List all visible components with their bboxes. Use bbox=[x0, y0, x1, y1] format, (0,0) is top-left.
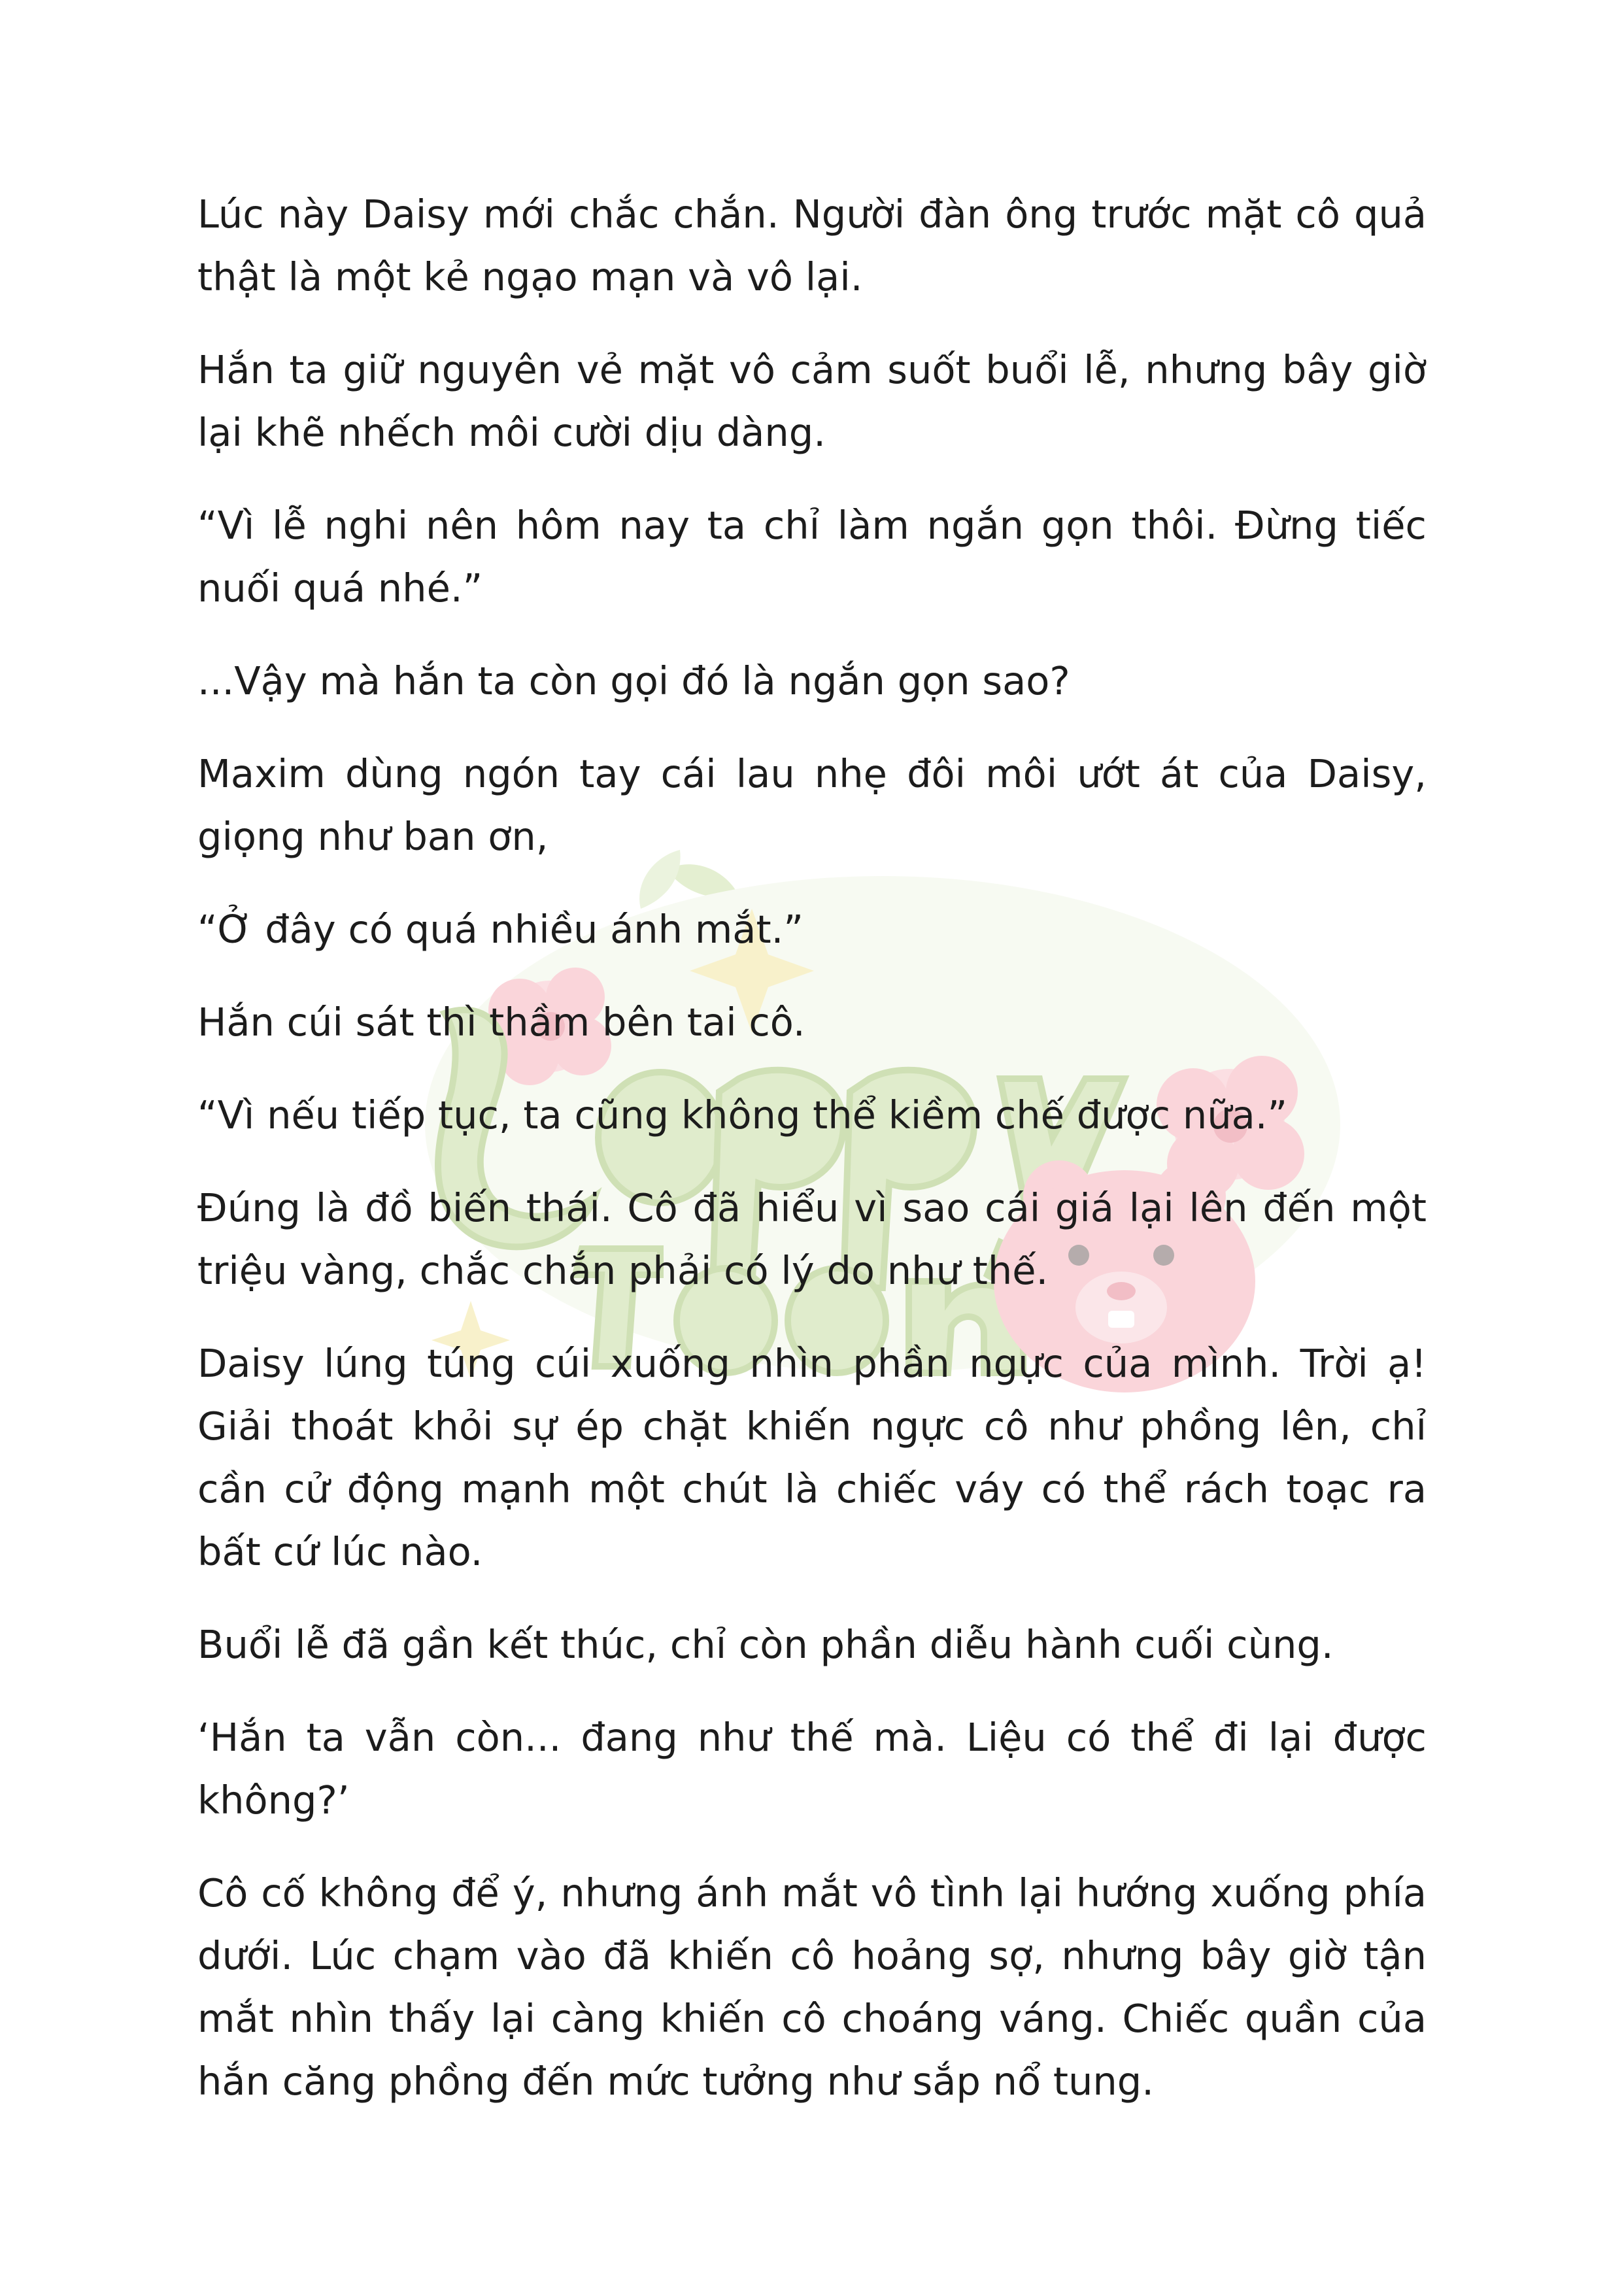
paragraph: Lúc này Daisy mới chắc chắn. Người đàn ông trước mặt cô quả thật là một kẻ ngạo mạn và vô lại. bbox=[197, 192, 1427, 299]
paragraph: ...Vậy mà hắn ta còn gọi đó là ngắn gọn sao? bbox=[197, 658, 1070, 703]
story-text bbox=[197, 183, 1427, 2143]
paragraph: Buổi lễ đã gần kết thúc, chỉ còn phần diễu hành cuối cùng. bbox=[197, 1622, 1334, 1667]
paragraph: Hắn cúi sát thì thầm bên tai cô. bbox=[197, 1000, 805, 1045]
paragraph: “Vì nếu tiếp tục, ta cũng không thể kiềm chế được nữa.” bbox=[197, 1092, 1288, 1138]
paragraph: Daisy lúng túng cúi xuống nhìn phần ngực của mình. Trời ạ! Giải thoát khỏi sự ép chặt khiến ngực cô như phồng lên, chỉ cần cử động mạnh một chút là chiếc váy có thể rách toạc ra bất cứ lúc nào. bbox=[197, 1341, 1427, 1574]
paragraph: Đúng là đồ biến thái. Cô đã hiểu vì sao cái giá lại lên đến một triệu vàng, chắc chắn phải có lý do như thế. bbox=[197, 1185, 1427, 1293]
paragraph: Maxim dùng ngón tay cái lau nhẹ đôi môi ướt át của Daisy, giọng như ban ơn, bbox=[197, 751, 1427, 859]
paragraph: “Vì lễ nghi nên hôm nay ta chỉ làm ngắn gọn thôi. Đừng tiếc nuối quá nhé.” bbox=[197, 503, 1427, 611]
paragraph: ‘Hắn ta vẫn còn... đang như thế mà. Liệu có thể đi lại được không?’ bbox=[197, 1715, 1427, 1823]
paragraph: Cô cố không để ý, nhưng ánh mắt vô tình lại hướng xuống phía dưới. Lúc chạm vào đã khiến cô hoảng sợ, nhưng bây giờ tận mắt nhìn thấy lại càng khiến cô choáng váng. Chiếc quần của hắn căng phồng đến mức tưởng như sắp nổ tung. bbox=[197, 1870, 1427, 2104]
paragraph: “Ở đây có quá nhiều ánh mắt.” bbox=[197, 907, 804, 952]
paragraph: Hắn ta giữ nguyên vẻ mặt vô cảm suốt buổi lễ, nhưng bây giờ lại khẽ nhếch môi cười dịu dàng. bbox=[197, 347, 1427, 455]
